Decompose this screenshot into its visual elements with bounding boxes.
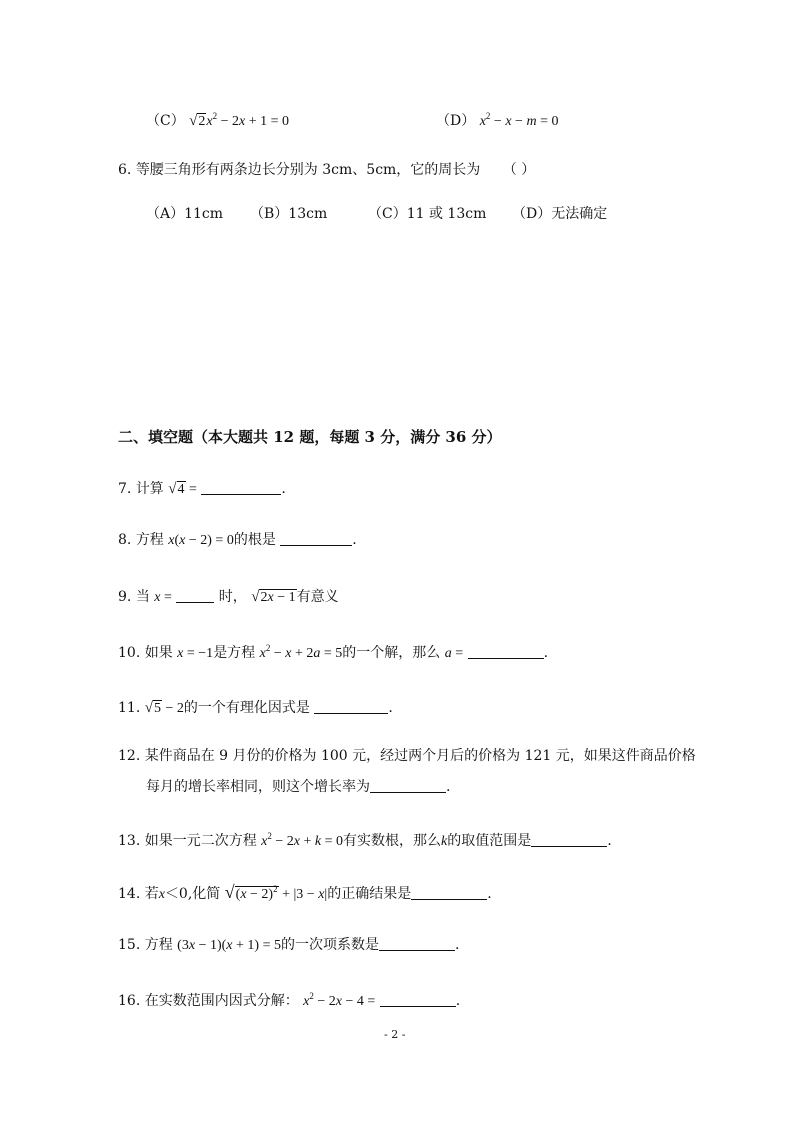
period: . <box>281 481 286 497</box>
question-text: 计算 <box>135 481 164 497</box>
question-text: 每月的增长率相同，则这个增长率为 <box>146 779 370 795</box>
answer-blank[interactable] <box>201 480 281 495</box>
q9-radical: √2x − 1 <box>251 589 296 605</box>
period: . <box>543 645 549 661</box>
question-text: 如果一元二次方程 <box>144 833 257 849</box>
q13 <box>118 830 612 850</box>
option-d-formula: $x^2 - x - m = 0$ <box>479 111 559 129</box>
question-text: 等腰三角形有两条边长分别为 3cm、5cm，它的周长为 <box>135 162 481 178</box>
q6-option-b <box>250 203 327 223</box>
period: . <box>607 833 612 849</box>
question-number: 16. <box>118 993 141 1009</box>
period: . <box>352 532 357 548</box>
q6-option-d <box>512 203 607 223</box>
question-text: 若 <box>144 886 159 902</box>
question-text: 是方程 <box>213 645 256 661</box>
q12-line-1 <box>118 745 696 765</box>
question-text: 如果 <box>144 645 173 661</box>
answer-blank[interactable] <box>380 992 456 1007</box>
q5-option-d <box>436 110 558 130</box>
question-number: 10. <box>118 645 141 661</box>
q8 <box>118 529 357 549</box>
q11 <box>118 697 393 717</box>
q10-equation: $x^2 - x + 2a = 5$ <box>259 643 343 661</box>
q10-variable: a = <box>444 646 464 661</box>
q12-line-2 <box>146 776 450 796</box>
question-text: ＜0,化简 <box>164 886 221 902</box>
section-heading: 二、填空题（本大题共 12 题，每题 3 分，满分 36 分） <box>118 428 502 446</box>
answer-blank[interactable] <box>314 699 388 714</box>
period: . <box>454 937 460 953</box>
answer-blank[interactable] <box>379 936 455 951</box>
answer-blank[interactable] <box>176 588 214 603</box>
option-label: （D） <box>436 113 476 129</box>
q15-equation: (3x − 1)(x + 1) = 5 <box>177 938 281 953</box>
answer-blank[interactable] <box>531 832 607 847</box>
answer-blank[interactable] <box>370 778 446 793</box>
period: . <box>388 700 393 716</box>
q15 <box>118 934 459 954</box>
answer-blank[interactable] <box>411 885 487 900</box>
question-text: 的一次项系数是 <box>280 937 379 953</box>
q16 <box>118 990 460 1010</box>
answer-paren: （ ） <box>502 162 536 178</box>
question-text: 有实数根，那么 <box>343 833 442 849</box>
question-text: 有意义 <box>296 589 339 605</box>
question-text: 时， <box>218 589 247 605</box>
question-text: 方程 <box>144 937 173 953</box>
q16-expression: $x^2 - 2x - 4$ = <box>303 991 376 1009</box>
question-text: 当 <box>135 589 150 605</box>
option-c-formula: $√2x^2 - 2x + 1 = 0$ <box>189 111 290 129</box>
q6-stem <box>118 159 535 179</box>
period: . <box>446 779 451 795</box>
q11-formula: √5 − 2 <box>144 700 184 716</box>
q6-option-a <box>146 203 223 223</box>
question-number: 13. <box>118 833 141 849</box>
q9 <box>118 586 339 606</box>
question-text: 的根是 <box>233 532 276 548</box>
q14-expression: $√(x - 2)^2 + |3 - x|$ <box>224 882 328 902</box>
question-text: 在实数范围内因式分解： <box>144 993 299 1009</box>
q5-option-c <box>146 110 289 130</box>
q10-formula: x = −1 <box>177 646 214 661</box>
period: . <box>455 993 461 1009</box>
q6-option-c <box>368 203 486 223</box>
question-number: 11. <box>118 700 141 716</box>
question-number: 12. <box>118 748 141 764</box>
q7-formula: √4 = <box>168 481 197 497</box>
page-number: - 2 - <box>384 1028 406 1041</box>
q13-variable: k <box>441 834 448 849</box>
q9-formula: x = <box>154 590 172 605</box>
question-number: 15. <box>118 937 141 953</box>
option-label: （C） <box>146 113 185 129</box>
answer-blank[interactable] <box>280 531 352 546</box>
question-text: 的一个有理化因式是 <box>183 700 310 716</box>
q7 <box>118 478 286 498</box>
question-text: 的一个解，那么 <box>342 645 441 661</box>
option-text: （C）11 或 13cm <box>368 206 487 222</box>
question-text: 某件商品在 9 月份的价格为 100 元，经过两个月后的价格为 121 元，如果这件商品价格 <box>144 748 696 764</box>
q8-formula: x(x − 2) = 0 <box>168 533 234 548</box>
question-text: 的取值范围是 <box>447 833 532 849</box>
question-number: 9. <box>118 589 132 605</box>
question-number: 14. <box>118 886 141 902</box>
option-text: （D）无法确定 <box>512 206 608 222</box>
q14 <box>118 882 492 903</box>
option-text: （A）11cm <box>146 206 224 222</box>
question-text: 方程 <box>135 532 164 548</box>
question-text: 的正确结果是 <box>327 886 412 902</box>
option-text: （B）13cm <box>250 206 328 222</box>
question-number: 6. <box>118 162 132 178</box>
period: . <box>487 886 492 902</box>
question-number: 8. <box>118 532 132 548</box>
q13-equation: $x^2 - 2x + k = 0$ <box>261 831 344 849</box>
question-number: 7. <box>118 481 132 497</box>
q14-variable: x <box>158 887 165 902</box>
answer-blank[interactable] <box>468 644 544 659</box>
q10 <box>118 642 548 662</box>
